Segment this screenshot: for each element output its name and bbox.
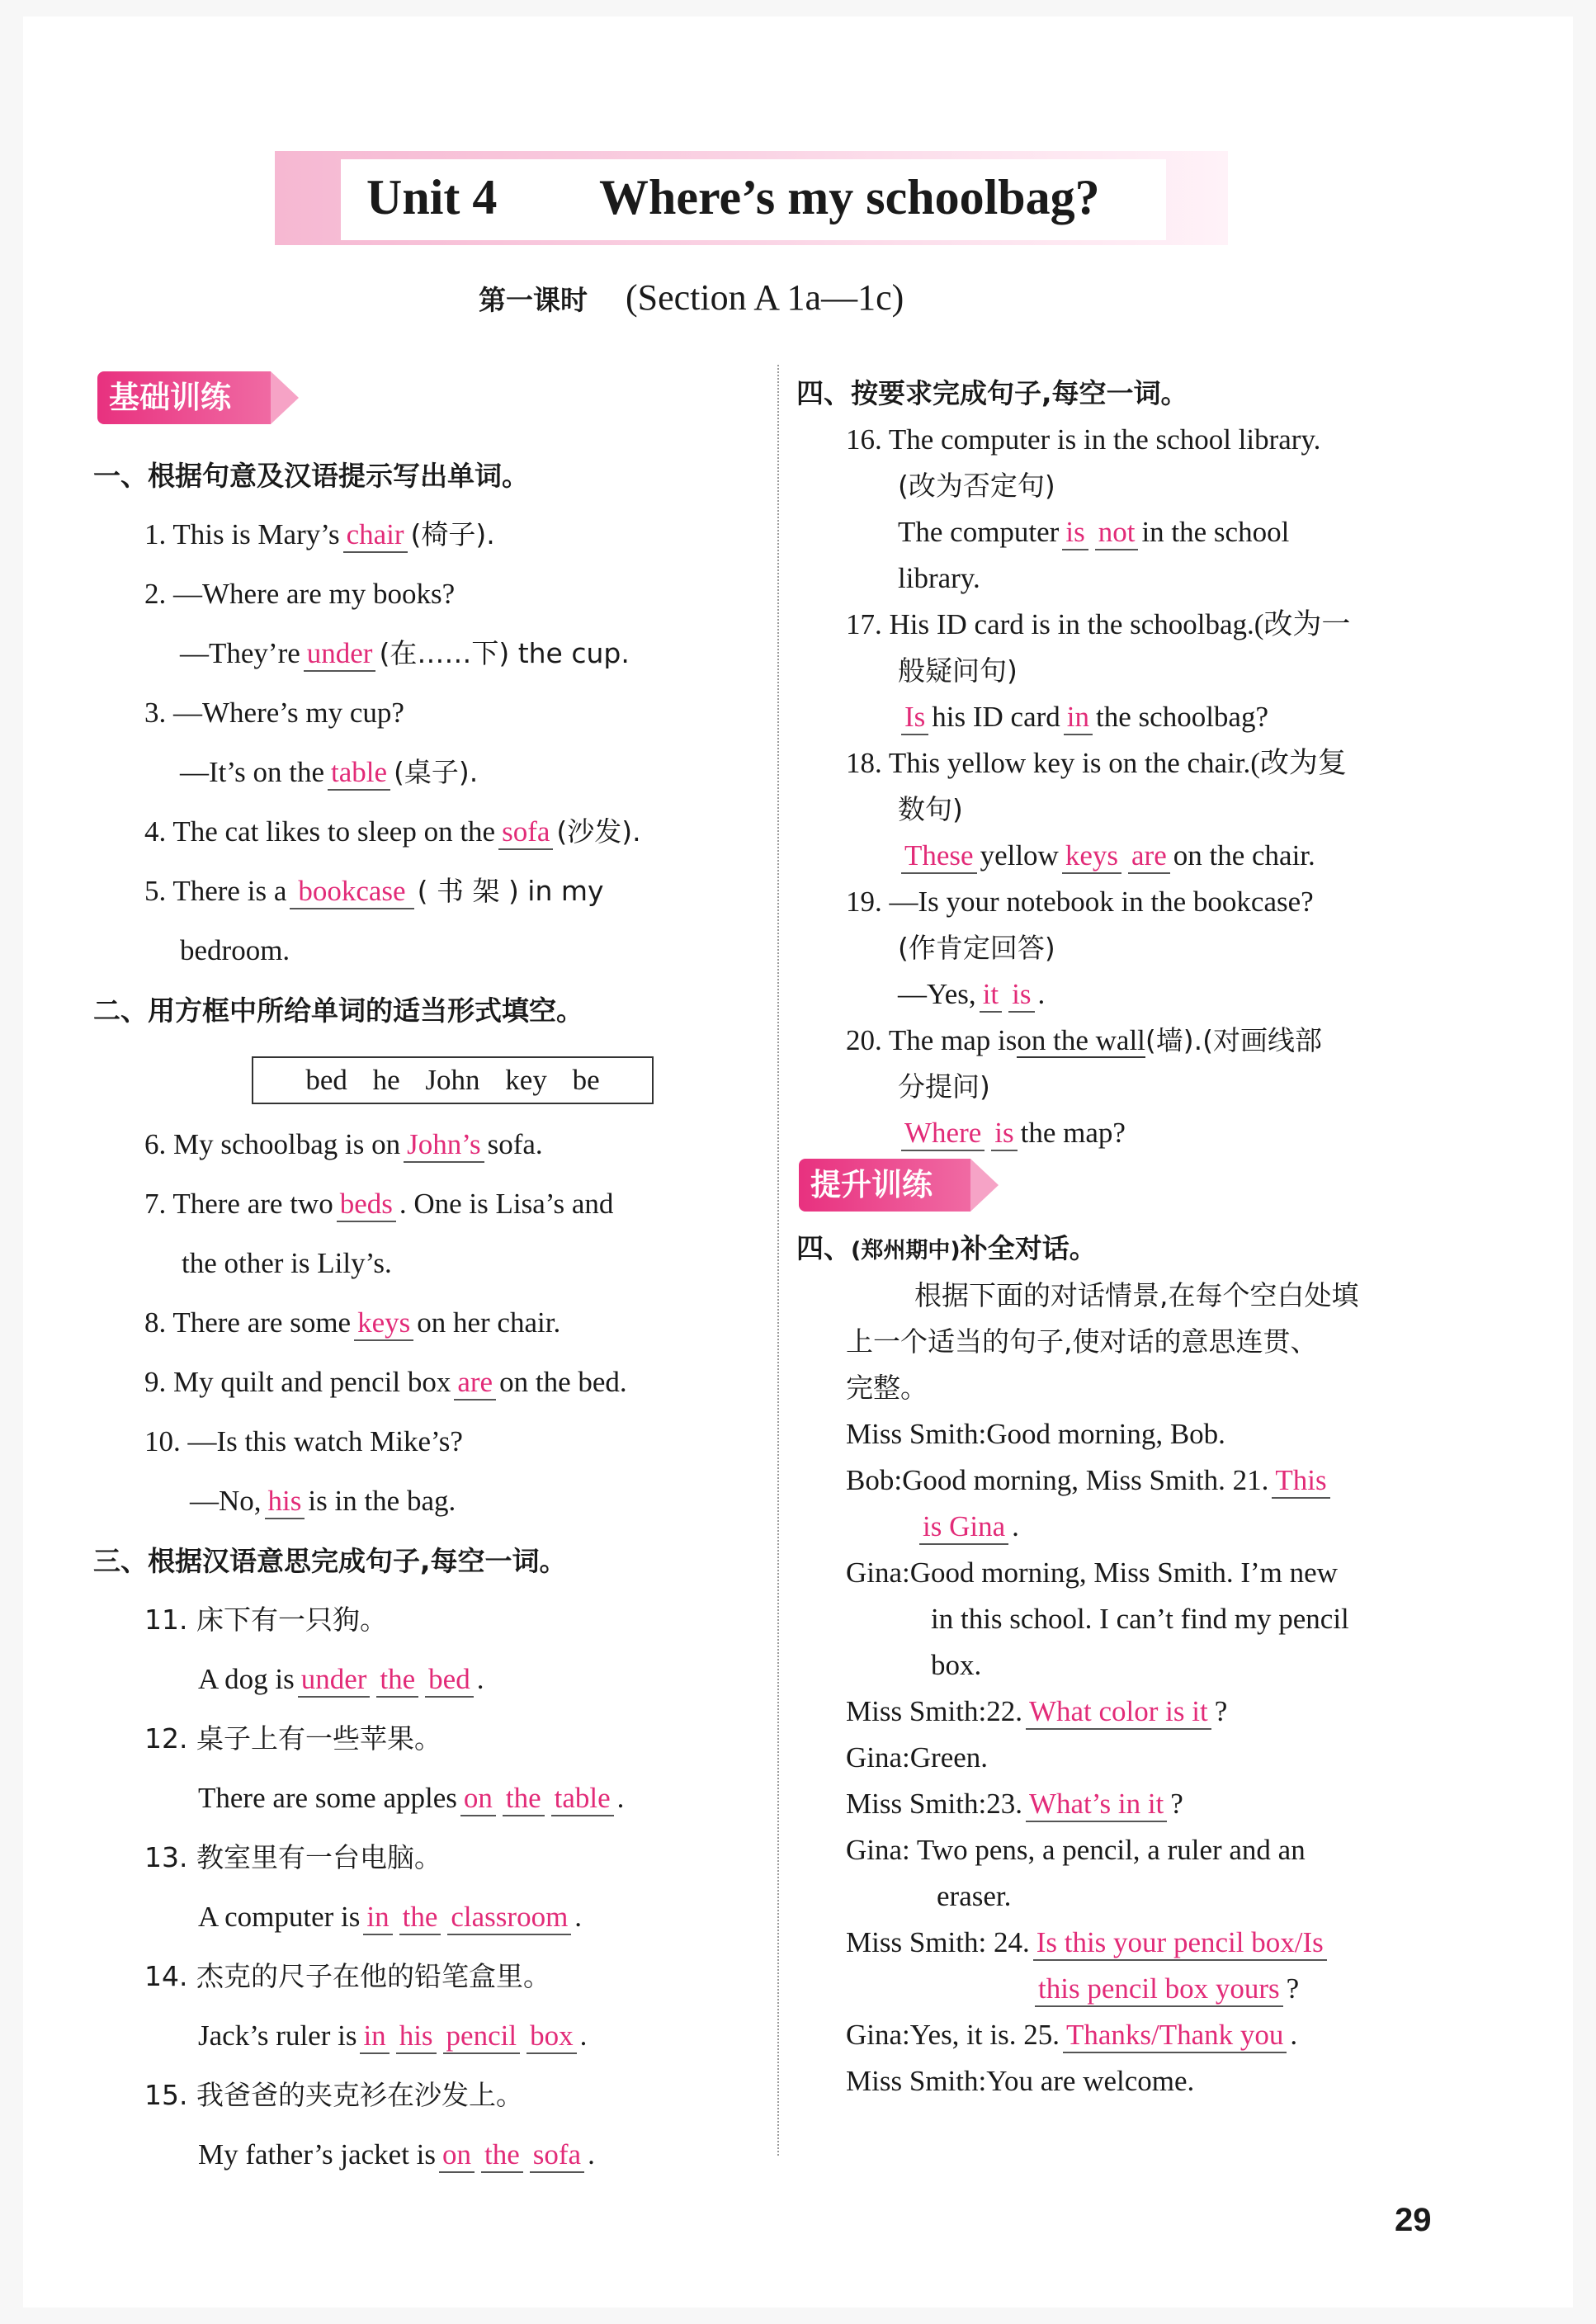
question-5: 5. There is a bookcase ( 书 架 ) in my — [144, 871, 604, 912]
lesson-subtitle-en: (Section A 1a—1c) — [626, 277, 904, 318]
question-16c: The computer is not in the school — [898, 512, 1289, 553]
question-11b: A dog is under the bed . — [198, 1659, 484, 1700]
answer-18a: These — [901, 839, 977, 874]
question-16d: library. — [898, 562, 980, 594]
answer-22: What color is it — [1026, 1695, 1211, 1730]
answer-4: sofa — [498, 815, 553, 850]
answer-10: his — [265, 1485, 305, 1519]
dialog-line-5: Gina:Green. — [846, 1741, 989, 1774]
answer-21a: This — [1272, 1464, 1329, 1499]
answer-13c: classroom — [447, 1901, 571, 1935]
dialog-line-3b: in this school. I can’t find my pencil — [931, 1603, 1349, 1635]
question-20b: 分提问) — [898, 1070, 990, 1103]
question-18b: 数句) — [898, 793, 963, 825]
unit-title: Unit 4 — [366, 170, 498, 224]
question-4: 4. The cat likes to sleep on the sofa (沙发). — [144, 811, 641, 853]
answer-13a: in — [363, 1901, 392, 1935]
answer-15c: sofa — [530, 2138, 584, 2173]
dialog-line-1: Miss Smith:Good morning, Bob. — [846, 1418, 1225, 1450]
question-17: 17. His ID card is in the schoolbag.(改为一 — [846, 608, 1351, 640]
answer-14a: in — [360, 2019, 389, 2054]
question-13: 13. 教室里有一台电脑。 — [144, 1841, 441, 1873]
answer-3: table — [328, 756, 390, 791]
answer-12c: table — [551, 1782, 614, 1816]
question-3a: 3. —Where’s my cup? — [144, 697, 404, 729]
answer-25: Thanks/Thank you — [1063, 2019, 1287, 2053]
answer-7: beds — [337, 1188, 396, 1222]
answer-18c: are — [1128, 839, 1170, 874]
dialog-line-7: Gina: Two pens, a pencil, a ruler and an — [846, 1834, 1306, 1866]
question-12b: There are some apples on the table . — [198, 1778, 624, 1819]
question-8: 8. There are some keys on her chair. — [144, 1302, 560, 1344]
question-19c: —Yes, it is . — [898, 974, 1045, 1015]
tag-basic-training: 基础训练 — [97, 371, 271, 424]
answer-13b: the — [399, 1901, 441, 1935]
answer-14d: box — [526, 2019, 577, 2054]
answer-11b: the — [376, 1663, 418, 1698]
dialog-line-3: Gina:Good morning, Miss Smith. I’m new — [846, 1556, 1338, 1589]
answer-20b: is — [991, 1117, 1017, 1151]
dialog-line-2: Bob:Good morning, Miss Smith. 21. This — [846, 1460, 1334, 1501]
question-20: 20. The map ison the wall(墙).(对画线部 — [846, 1024, 1323, 1056]
answer-16a: is — [1062, 516, 1088, 550]
question-15b: My father’s jacket is on the sofa . — [198, 2134, 595, 2175]
question-18: 18. This yellow key is on the chair.(改为复 — [846, 747, 1347, 779]
answer-12a: on — [460, 1782, 496, 1816]
question-13b: A computer is in the classroom . — [198, 1897, 582, 1938]
question-10b: —No, his is in the bag. — [190, 1481, 456, 1522]
instruction-line-2: 上一个适当的句子,使对话的意思连贯、 — [846, 1325, 1318, 1358]
answer-2: under — [304, 637, 376, 672]
question-17c: Is his ID card in the schoolbag? — [898, 697, 1268, 738]
answer-11c: bed — [425, 1663, 474, 1698]
dialog-line-3c: box. — [931, 1649, 982, 1681]
question-12: 12. 桌子上有一些苹果。 — [144, 1722, 441, 1755]
dialog-line-7b: eraser. — [937, 1880, 1012, 1912]
section-5-heading: 四、(郑州期中)补全对话。 — [796, 1232, 1097, 1264]
dialog-line-2b: is Gina . — [916, 1506, 1019, 1547]
question-20-underlined: on the wall — [1017, 1024, 1145, 1056]
section-2-heading: 二、用方框中所给单词的适当形式填空。 — [93, 994, 583, 1027]
question-9: 9. My quilt and pencil box are on the bed. — [144, 1362, 627, 1403]
question-7b: the other is Lily’s. — [182, 1247, 392, 1279]
answer-1: chair — [343, 518, 408, 553]
question-14b: Jack’s ruler is in his pencil box . — [198, 2015, 587, 2057]
answer-14b: his — [396, 2019, 437, 2054]
answer-21b: is Gina — [919, 1510, 1008, 1545]
answer-16b: not — [1095, 516, 1139, 550]
answer-5: bookcase — [290, 875, 413, 909]
answer-15b: the — [481, 2138, 523, 2173]
answer-12b: the — [503, 1782, 545, 1816]
answer-6: John’s — [404, 1128, 484, 1163]
unit-main-title: Where’s my schoolbag? — [599, 170, 1100, 224]
answer-24b: this pencil box yours — [1035, 1972, 1283, 2007]
instruction-line-1: 根据下面的对话情景,在每个空白处填 — [914, 1279, 1359, 1311]
answer-19a: it — [980, 978, 1002, 1013]
lesson-subtitle-cn: 第一课时 — [479, 284, 588, 316]
section-4-heading: 四、按要求完成句子,每空一词。 — [796, 377, 1188, 409]
question-14: 14. 杰克的尺子在他的铅笔盒里。 — [144, 1960, 550, 1992]
section-3-heading: 三、根据汉语意思完成句子,每空一词。 — [93, 1545, 567, 1577]
question-20c: Where is the map? — [898, 1112, 1126, 1154]
column-divider — [777, 365, 779, 2156]
answer-18b: keys — [1062, 839, 1121, 874]
question-3b: —It’s on the table (桌子). — [180, 752, 478, 793]
answer-23: What’s in it — [1026, 1788, 1167, 1822]
question-17b: 般疑问句) — [898, 654, 1018, 687]
question-19b: (作肯定回答) — [898, 932, 1055, 964]
tag-advanced-training: 提升训练 — [799, 1159, 970, 1212]
question-16: 16. The computer is in the school library. — [846, 423, 1321, 456]
dialog-line-4: Miss Smith:22. What color is it ? — [846, 1691, 1227, 1732]
question-19: 19. —Is your notebook in the bookcase? — [846, 886, 1314, 918]
dialog-line-8b: this pencil box yours ? — [1032, 1968, 1299, 2010]
dialog-line-8: Miss Smith: 24. Is this your pencil box/Is — [846, 1922, 1330, 1963]
answer-24a: Is this your pencil box/Is — [1033, 1926, 1327, 1961]
question-2a: 2. —Where are my books? — [144, 578, 456, 610]
answer-17b: in — [1064, 701, 1093, 735]
question-2b: —They’re under (在……下) the cup. — [180, 633, 630, 674]
dialog-line-6: Miss Smith:23. What’s in it ? — [846, 1783, 1183, 1825]
answer-20a: Where — [901, 1117, 985, 1151]
question-1: 1. This is Mary’s chair (椅子). — [144, 514, 495, 555]
answer-8: keys — [354, 1306, 413, 1341]
word-box: bed he John key be — [252, 1056, 654, 1104]
dialog-line-10: Miss Smith:You are welcome. — [846, 2065, 1195, 2097]
instruction-line-3: 完整。 — [846, 1372, 928, 1404]
question-11: 11. 床下有一只狗。 — [144, 1604, 387, 1636]
question-18c: These yellow keys are on the chair. — [898, 835, 1315, 876]
section-1-heading: 一、根据句意及汉语提示写出单词。 — [93, 460, 529, 492]
answer-11a: under — [298, 1663, 371, 1698]
question-6: 6. My schoolbag is on John’s sofa. — [144, 1124, 543, 1165]
dialog-line-9: Gina:Yes, it is. 25. Thanks/Thank you . — [846, 2015, 1297, 2056]
answer-9: are — [454, 1366, 496, 1401]
page-number: 29 — [1395, 2202, 1432, 2238]
lesson-subtitle — [479, 276, 904, 319]
question-16b: (改为否定句) — [898, 470, 1055, 502]
question-7: 7. There are two beds . One is Lisa’s and — [144, 1183, 613, 1225]
answer-17a: Is — [901, 701, 928, 735]
answer-14c: pencil — [443, 2019, 521, 2054]
question-10a: 10. —Is this watch Mike’s? — [144, 1425, 463, 1457]
question-15: 15. 我爸爸的夹克衫在沙发上。 — [144, 2079, 523, 2111]
answer-19b: is — [1008, 978, 1034, 1013]
answer-15a: on — [439, 2138, 475, 2173]
question-5b: bedroom. — [180, 934, 290, 966]
